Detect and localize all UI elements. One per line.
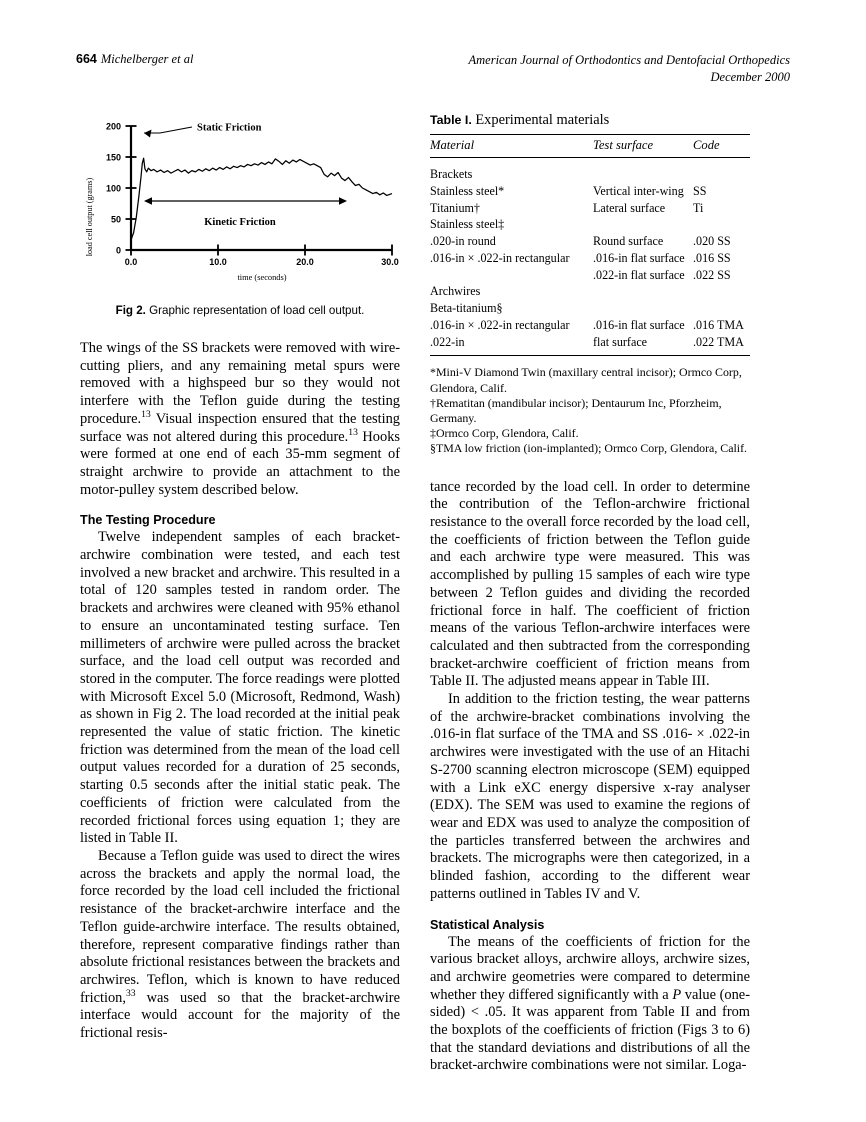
table-row [430,267,750,284]
table-cell-surface: Lateral surface [593,200,666,215]
kinetic-friction-label: Kinetic Friction [204,217,276,228]
table-1-label: Table I. [430,113,472,127]
table-1-footnotes [430,365,750,456]
table-cell-material: Titanium† [430,200,480,215]
table-row [430,283,750,300]
left-column-body [80,340,400,1043]
table-1-header-row [430,135,750,158]
paragraph-teflon-guide-b: was used so that the bracket-archwire interface would account for the majority of the frictional resis- [80,989,400,1042]
table-cell-code: .022 TMA [693,334,744,349]
chart-x-axis-label: time (seconds) [237,273,287,282]
table-row [430,216,750,233]
figure-2-caption-text: Graphic representation of load cell output. [149,304,365,317]
chart-xtick-10: 10.0 [209,257,227,267]
heading-statistical-analysis: Statistical Analysis [430,917,545,932]
chart-xtick-30: 30.0 [381,257,399,267]
table-cell-surface: .016-in flat surface [593,250,685,265]
table-cell-code [693,216,750,233]
paragraph-wings-a: The wings of the SS brackets were removed with wire-cutting pliers, and any remaining metal spurs were removed with a highspeed bur so they would not interfere with the Teflon guide during the testing procedure. [80,340,400,427]
table-row [430,250,750,267]
figure-2-caption [80,303,400,318]
kinetic-friction-arrowhead-right [339,197,347,205]
figure-2-label: Fig 2. [115,304,146,317]
table-1-head [430,135,750,158]
table-1-header-surface: Test surface [593,138,654,152]
paragraph-wings-b: Visual inspection ensured that the testing surface was not altered during this procedure. [80,410,400,445]
table-cell-material: .016-in × .022-in rectangular [430,250,570,265]
running-head [76,52,790,96]
table-cell-surface: .022-in flat surface [593,267,685,282]
table-row [430,334,750,356]
table-cell-code: .016 TMA [693,318,744,333]
running-head-right [469,52,791,86]
paragraph-statistics-a: The means of the coefficients of friction for the various bracket alloys, archwire alloys, archwire sizes, and archwire geometries were compared to determine whether they differed significantly with a [430,933,750,1003]
table-cell-material: Archwires [430,284,481,299]
table-cell-code [693,158,750,183]
footnote-ref-33: 33 [125,987,136,999]
static-friction-label: Static Friction [197,122,262,134]
paragraph-teflon-contribution: tance recorded by the load cell. In order to determine the contribution of the Teflon-archwire frictional resistance to the overall force recorded by the load cell, the coefficients of friction between the Teflon guide and each archwire type were measured. This was accomplished by pulling 15 samples of each wire type between 2 Teflon guides and dividing the recorded frictional force in half. The coefficient of friction means of the various Teflon-archwire interfaces were calculated and then subtracted from the corresponding bracket-archwire coefficient of friction means from Table II. The adjusted means appear in Table III. [430,478,750,690]
table-row [430,158,750,183]
table-cell-surface [593,283,693,300]
footnote-ref-13b: 13 [348,426,358,438]
table-footnote: ‡Ormco Corp, Glendora, Calif. [430,426,579,441]
paragraph-teflon-guide-a: Because a Teflon guide was used to direct the wires across the brackets and apply the normal load, the force recorded by the load cell included the frictional resistance of the bracket-archwire interface and the Teflon guide-archwire interface. The results obtained, therefore, represent comparative findings rather than absolute frictional resistances between the brackets and archwires. Teflon, which is known to have reduced friction, [80,847,400,1006]
table-cell-material: Brackets [430,167,473,181]
table-1-header-code: Code [693,138,720,152]
running-head-left [76,52,193,67]
table-cell-code: .020 SS [693,234,731,249]
page-folio: 664 [76,52,97,66]
static-friction-arrowhead [144,130,152,138]
table-row [430,183,750,200]
heading-testing-procedure: The Testing Procedure [80,513,216,528]
table-cell-code [693,283,750,300]
right-column-body [430,479,750,1076]
table-cell-material: .016-in × .022-in rectangular [430,318,570,333]
paragraph-statistics [430,934,750,1076]
paragraph-testing-procedure: Twelve independent samples of each bracket-archwire combination were tested, and each test involved a new bracket and archwire. This resulted in a total of 120 samples tested in random order. The brackets and archwires were cleaned with 95% ethanol to ensure an uncontaminated testing surface. Ten millimeters of archwire were pulled across the bracket surface, and the load cell output was recorded and stored in the computer. The force readings were plotted with Microsoft Excel 5.0 (Microsoft, Redmond, Wash) as shown in Fig 2. The load recorded at the initial peak represented the value of static friction. The kinetic friction was determined from the mean of the load cell output values recorded for a duration of 25 seconds, starting 0.5 seconds after the initial static peak. The coefficients of friction were calculated from the recorded frictional forces using equation 1; they are listed in Table II. [80,529,400,847]
table-cell-code [693,300,750,317]
table-cell-surface [593,216,693,233]
table-cell-surface: flat surface [593,334,648,349]
table-cell-code: .016 SS [693,250,731,265]
table-cell-material: Stainless steel* [430,183,505,198]
chart-ytick-50: 50 [110,214,121,225]
table-1-title-text: Experimental materials [475,112,610,128]
table-1-body [430,158,750,356]
paragraph-wings [80,340,400,499]
chart-xtick-0: 0.0 [124,257,138,267]
chart-xtick-20: 20.0 [296,257,314,267]
paragraph-teflon-guide [80,848,400,1043]
right-column [430,112,750,1075]
table-cell-surface: .016-in flat surface [593,318,685,333]
table-cell-surface: Round surface [593,234,664,249]
table-row [430,233,750,250]
table-footnote: §TMA low friction (ion-implanted); Ormco Corp, Glendora, Calif. [430,441,748,456]
table-cell-material: Stainless steel‡ [430,217,505,232]
table-row [430,300,750,317]
table-row [430,317,750,334]
table-cell-material: .022-in [430,334,465,349]
table-cell-code: Ti [693,200,704,215]
kinetic-friction-arrowhead-left [144,197,152,205]
paragraph-sem-edx: In addition to the friction testing, the wear patterns of the archwire-bracket combinations involving the .016-in flat surface of the TMA and SS .016- × .022-in archwires were investigated with the use of an Hitachi S-2700 scanning electron microscope (SEM) equipped with a Link eXC energy dispersive x-ray analyser (EDX). The SEM was used to examine the regions of wear and EDX was used to analyze the composition of the particles transferred between the archwires and brackets. The micrographs were then categorized, in a blinded fashion, according to the different wear patterns outlined in Tables IV and V. [430,691,750,902]
experimental-materials-table [430,134,750,356]
chart-ytick-100: 100 [105,183,121,194]
table-cell-code: SS [693,183,707,198]
paragraph-wings-c: Hooks were formed at one end of each 35-mm segment of straight archwire to provide an attachment to the motor-pulley system described below. [80,428,400,498]
journal-name: American Journal of Orthodontics and Dentofacial Orthopedics [468,53,790,67]
paragraph-statistics-b: value (one-sided) < .05. It was apparent from Table II and from the boxplots of the coefficients of friction (Figs 3 to 6) that the standard deviations and distributions of all the bracket-archwire combinations were not similar. Loga- [430,986,750,1074]
table-1-header-material: Material [430,138,475,152]
footnote-ref-13a: 13 [141,409,151,421]
table-1-title [430,112,750,129]
table-row [430,199,750,216]
load-cell-output-chart [80,112,400,287]
chart-ytick-200: 200 [105,121,121,132]
p-value-symbol: P [672,986,682,1003]
table-cell-material: Beta-titanium§ [430,301,503,316]
table-cell-surface [593,300,693,317]
table-cell-surface [593,158,693,183]
table-cell-code: .022 SS [693,267,731,282]
table-footnote: *Mini-V Diamond Twin (maxillary central incisor); Ormco Corp, Glendora, Calif. [430,365,742,395]
figure-2 [80,112,400,287]
table-cell-material: .020-in round [430,234,496,249]
table-footnote: †Rematitan (mandibular incisor); Dentaurum Inc, Pforzheim, Germany. [430,395,722,426]
chart-y-axis-label: load cell output (grams) [85,177,94,257]
table-cell-surface: Vertical inter-wing [593,183,684,198]
issue-date: December 2000 [710,70,790,84]
running-head-authors: Michelberger et al [100,52,194,66]
left-column [80,112,400,1043]
chart-ytick-150: 150 [105,152,121,163]
table-cell-material [430,267,593,284]
chart-ytick-0: 0 [115,245,121,256]
